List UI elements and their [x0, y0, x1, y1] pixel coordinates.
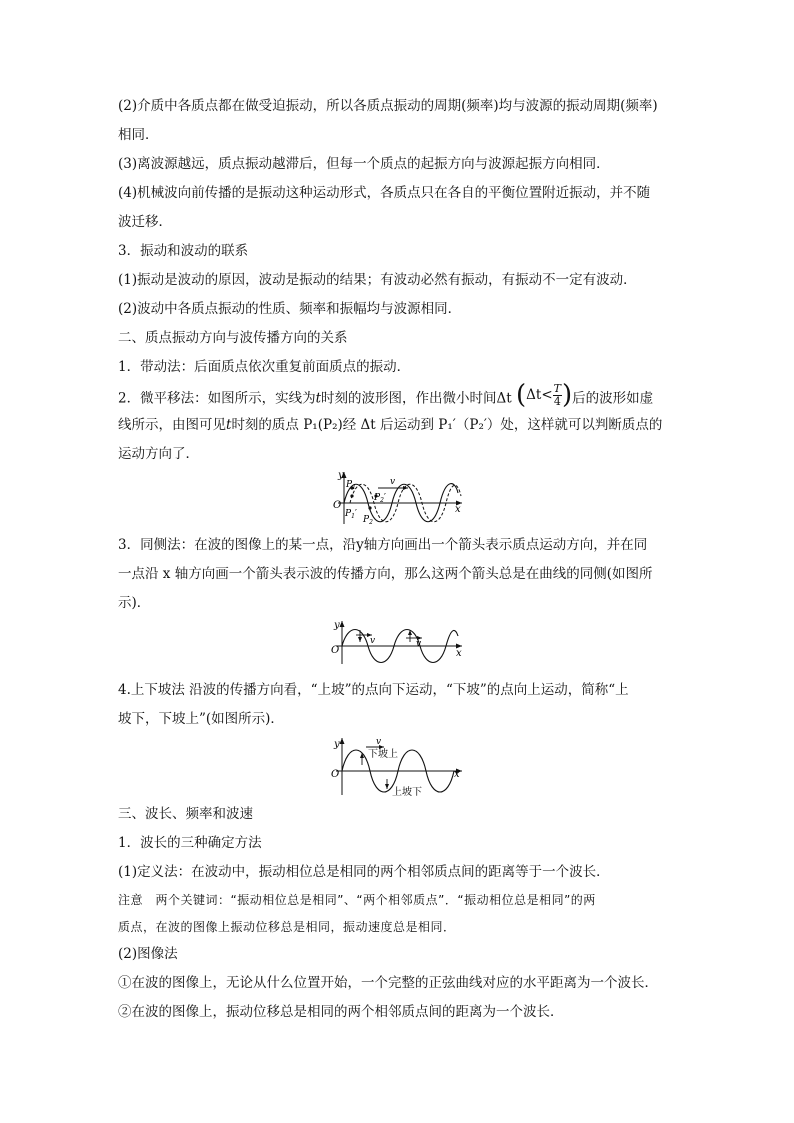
graph-method-point-2: ②在波的图像上，振动位移总是相同的两个相邻质点间的距离为一个波长．	[118, 1004, 564, 1020]
fig3-y-arrow	[340, 738, 345, 744]
graph-method-point-1: ①在波的图像上，无论从什么位置开始，一个完整的正弦曲线对应的水平距离为一个波长．	[118, 975, 658, 991]
fig2-label-O: O	[331, 645, 340, 656]
fig1-label-P2: $P_2$	[363, 515, 373, 526]
relation-point-2: (2)波动中各质点振动的性质、频率和振幅均与波源相同．	[118, 301, 462, 317]
fig3-label-downhill-up: 下坡上	[368, 749, 398, 760]
figure-same-side	[328, 618, 470, 668]
method-4-line-1: 4.上下坡法 沿波的传播方向看，“上坡”的点向下运动，“下坡”的点向上运动，简称“上	[118, 682, 629, 698]
delta-t-inline: Δt	[496, 390, 512, 407]
method-3-line-3: 示)．	[118, 595, 151, 611]
paren-dt: Δt	[526, 387, 542, 403]
paragraph-4-line-1: (4)机械波向前传播的是振动这种运动形式，各质点只在各自的平衡位置附近振动，并不随	[118, 185, 651, 201]
wavelength-heading: 1．波长的三种确定方法	[118, 835, 262, 851]
fraction-numerator: T	[553, 382, 562, 395]
method-2-l2-b: 时刻的质点 P₁(P₂)经 Δt 后运动到 P₁′（P₂′）处，这样就可以判断质点的	[231, 417, 663, 433]
fig1-label-P1-prime: $P_1'$	[345, 509, 357, 520]
paragraph-3: (3)离波源越远，质点振动越滞后，但每一个质点的起振方向与波源起振方向相同．	[118, 156, 610, 172]
fig1-label-O: O	[333, 500, 342, 511]
method-3-line-1: 3．同侧法：在波的图像上的某一点，沿y轴方向画出一个箭头表示质点运动方向，并在同	[118, 537, 648, 553]
method-2-t: t	[315, 390, 322, 407]
fig1-label-x: x	[455, 504, 461, 515]
fig1-point-P2	[368, 506, 371, 509]
fig1-label-v: v	[390, 477, 396, 487]
method-2-text-c: 后的波形如虚	[572, 390, 654, 407]
fig1-label-y: y	[338, 470, 344, 481]
fig3-label-uphill-down: 上坡下	[392, 787, 422, 798]
note-line-1: 注意 两个关键词：“振动相位总是相同”、“两个相邻质点”．“振动相位总是相同”的两	[118, 893, 596, 907]
fig3-label-y: y	[334, 739, 340, 750]
fig2-y-arrow	[340, 621, 345, 627]
graph-method-heading: (2)图像法	[118, 946, 178, 962]
section-3-heading: 三、波长、频率和波速	[118, 806, 253, 822]
fig3-down-arrowhead	[385, 784, 389, 789]
paragraph-2-line-2: 相同．	[118, 127, 159, 143]
fig2-label-v2: v	[416, 639, 422, 649]
fig1-point-P1-prime	[350, 494, 353, 497]
fig3-label-v: v	[376, 737, 382, 747]
definition-method: (1)定义法：在波动中，振动相位总是相同的两个相邻质点间的距离等于一个波长．	[118, 864, 610, 880]
method-2-text-a: 2．微平移法：如图所示，实线为	[118, 390, 316, 407]
fig2-label-y: y	[334, 620, 340, 631]
figure-micro-translation	[330, 468, 470, 528]
fig2-particle-arrowhead-1	[358, 637, 362, 642]
fig3-label-O: O	[331, 769, 340, 780]
fraction-denominator: 4	[553, 395, 561, 408]
fig3-label-x: x	[454, 769, 460, 780]
method-2-l2-a: 线所示，由图可见	[118, 417, 226, 433]
fig1-label-P1: $P_1$	[346, 480, 356, 491]
fig1-label-P2-prime: $P_2'$	[374, 493, 386, 504]
relation-point-1: (1)振动是波动的原因，波动是振动的结果；有波动必然有振动，有振动不一定有波动．	[118, 272, 637, 288]
paren-fraction: (Δt< $\frac{T}{4}$ )	[516, 380, 573, 410]
section-2-heading: 二、质点振动方向与波传播方向的关系	[118, 330, 348, 346]
method-3-line-2: 一点沿 x 轴方向画一个箭头表示波的传播方向，那么这两个箭头总是在曲线的同侧(如图所	[118, 566, 653, 582]
fig2-label-v1: v	[370, 636, 376, 646]
paragraph-2-line-1: (2)介质中各质点都在做受迫振动，所以各质点振动的周期(频率)均与波源的振动周期(频率)	[118, 98, 658, 114]
fig2-label-x: x	[456, 648, 462, 659]
method-2-l2-t: t	[226, 417, 232, 433]
method-2-text-b: 时刻的波形图，作出微小时间	[321, 390, 497, 407]
figure-uphill-downhill	[328, 735, 470, 799]
method-2-line-3: 运动方向了．	[118, 446, 199, 462]
method-1: 1．带动法：后面质点依次重复前面质点的振动．	[118, 359, 411, 375]
note-line-2: 质点，在波的图像上振动位移总是相同，振动速度总是相同．	[118, 920, 456, 934]
paragraph-4-line-2: 波迁移．	[118, 214, 172, 230]
method-4-line-2: 坡下，下坡上”(如图所示)．	[118, 711, 284, 727]
heading-3-relation: 3．振动和波动的联系	[118, 243, 249, 259]
method-2-line-2	[118, 411, 680, 440]
method-2-line-1	[118, 380, 680, 414]
